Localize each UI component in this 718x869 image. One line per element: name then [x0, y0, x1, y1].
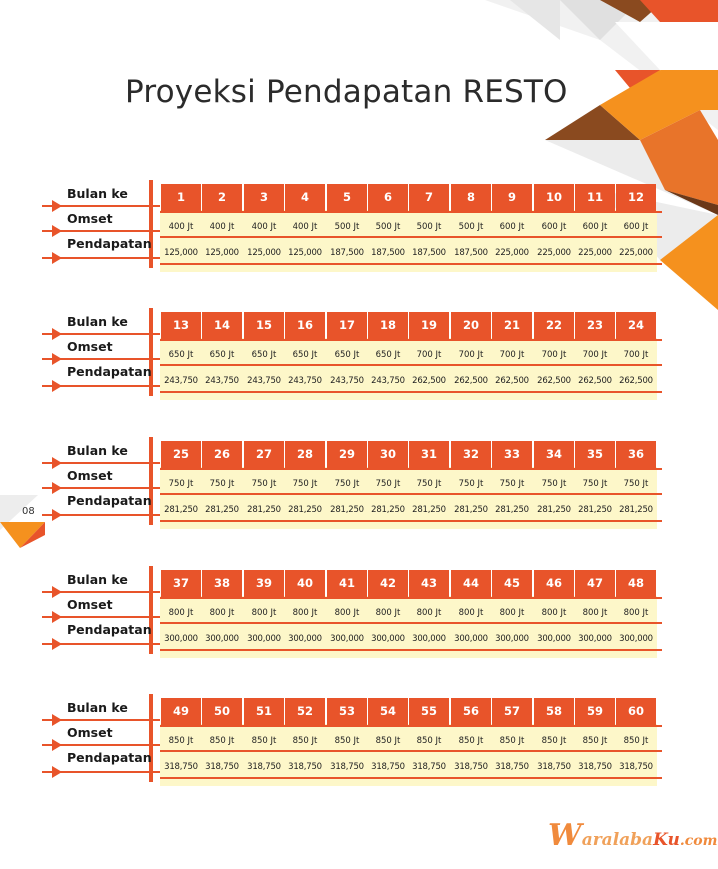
- pendapatan-cell: 281,250: [619, 505, 653, 515]
- label-bulan-ke: Bulan ke: [67, 186, 128, 201]
- row-line: [160, 263, 662, 265]
- pendapatan-cell: 262,500: [454, 376, 488, 386]
- omset-cell: 800 Jt: [334, 608, 360, 618]
- pendapatan-cell: 281,250: [288, 505, 322, 515]
- omset-cell: 700 Jt: [458, 350, 484, 360]
- month-cell: 55: [409, 698, 449, 725]
- omset-cell: 850 Jt: [168, 736, 194, 746]
- pendapatan-cell: 281,250: [247, 505, 281, 515]
- pendapatan-cell: 281,250: [454, 505, 488, 515]
- pendapatan-cell: 318,750: [288, 762, 322, 772]
- month-cell: 33: [492, 441, 532, 468]
- pendapatan-cell: 187,500: [454, 248, 488, 258]
- omset-cell: 700 Jt: [416, 350, 442, 360]
- label-pendapatan: Pendapatan: [67, 364, 152, 379]
- label-omset: Omset: [67, 597, 113, 612]
- omset-cell: 800 Jt: [375, 608, 401, 618]
- pendapatan-cell: 281,250: [164, 505, 198, 515]
- logo-ku: Ku: [653, 830, 680, 850]
- omset-cell: 800 Jt: [416, 608, 442, 618]
- pendapatan-cell: 300,000: [537, 634, 571, 644]
- arrow-marker: [52, 252, 62, 264]
- omset-cell: 600 Jt: [541, 222, 567, 232]
- projection-block: [0, 566, 718, 666]
- pendapatan-cell: 125,000: [205, 248, 239, 258]
- omset-cell: 750 Jt: [251, 479, 277, 489]
- pendapatan-cell: 300,000: [247, 634, 281, 644]
- pendapatan-cell: 318,750: [537, 762, 571, 772]
- pendapatan-cell: 281,250: [537, 505, 571, 515]
- divider-bar: [149, 308, 153, 396]
- month-cell: 15: [244, 312, 284, 339]
- label-omset: Omset: [67, 339, 113, 354]
- omset-cell: 850 Jt: [458, 736, 484, 746]
- month-cell: 31: [409, 441, 449, 468]
- omset-cell: 750 Jt: [416, 479, 442, 489]
- pendapatan-cell: 125,000: [247, 248, 281, 258]
- pendapatan-cell: 318,750: [619, 762, 653, 772]
- month-cell: 18: [368, 312, 408, 339]
- omset-cell: 750 Jt: [499, 479, 525, 489]
- pendapatan-cell: 300,000: [454, 634, 488, 644]
- projection-block: [0, 180, 718, 280]
- omset-cell: 700 Jt: [582, 350, 608, 360]
- omset-cell: 850 Jt: [334, 736, 360, 746]
- divider-bar: [149, 437, 153, 525]
- month-cell: 35: [575, 441, 615, 468]
- row-line: [160, 649, 662, 651]
- pendapatan-cell: 187,500: [371, 248, 405, 258]
- arrow-marker: [52, 714, 62, 726]
- arrow-marker: [52, 353, 62, 365]
- pendapatan-cell: 187,500: [330, 248, 364, 258]
- pendapatan-cell: 281,250: [412, 505, 446, 515]
- month-cell: 26: [202, 441, 242, 468]
- month-cell: 3: [244, 184, 284, 211]
- month-cell: 37: [161, 570, 201, 597]
- omset-cell: 800 Jt: [292, 608, 318, 618]
- row-line: [160, 364, 662, 366]
- omset-cell: 800 Jt: [458, 608, 484, 618]
- month-cell: 9: [492, 184, 532, 211]
- omset-cell: 850 Jt: [292, 736, 318, 746]
- omset-cell: 800 Jt: [251, 608, 277, 618]
- omset-cell: 850 Jt: [499, 736, 525, 746]
- logo-w: W: [548, 818, 582, 853]
- month-cell: 56: [451, 698, 491, 725]
- omset-cell: 400 Jt: [292, 222, 318, 232]
- month-cell: 54: [368, 698, 408, 725]
- pendapatan-cell: 225,000: [537, 248, 571, 258]
- month-cell: 14: [202, 312, 242, 339]
- label-pendapatan: Pendapatan: [67, 236, 152, 251]
- month-cell: 4: [285, 184, 325, 211]
- label-omset: Omset: [67, 725, 113, 740]
- omset-cell: 600 Jt: [582, 222, 608, 232]
- omset-cell: 500 Jt: [375, 222, 401, 232]
- pendapatan-cell: 300,000: [205, 634, 239, 644]
- month-cell: 21: [492, 312, 532, 339]
- pendapatan-cell: 300,000: [578, 634, 612, 644]
- divider-bar: [149, 694, 153, 782]
- month-cell: 32: [451, 441, 491, 468]
- month-cell: 60: [616, 698, 656, 725]
- row-line: [160, 750, 662, 752]
- pendapatan-cell: 300,000: [288, 634, 322, 644]
- pendapatan-cell: 318,750: [330, 762, 364, 772]
- omset-cell: 850 Jt: [375, 736, 401, 746]
- month-cell: 49: [161, 698, 201, 725]
- month-cell: 34: [534, 441, 574, 468]
- pendapatan-cell: 225,000: [495, 248, 529, 258]
- row-line: [160, 622, 662, 624]
- omset-cell: 750 Jt: [541, 479, 567, 489]
- arrow-marker: [52, 328, 62, 340]
- pendapatan-cell: 318,750: [578, 762, 612, 772]
- month-cell: 2: [202, 184, 242, 211]
- omset-cell: 800 Jt: [582, 608, 608, 618]
- label-bulan-ke: Bulan ke: [67, 572, 128, 587]
- month-cell: 59: [575, 698, 615, 725]
- omset-cell: 500 Jt: [458, 222, 484, 232]
- pendapatan-cell: 125,000: [288, 248, 322, 258]
- row-line: [160, 493, 662, 495]
- label-pendapatan: Pendapatan: [67, 622, 152, 637]
- month-cell: 22: [534, 312, 574, 339]
- month-cell: 6: [368, 184, 408, 211]
- omset-cell: 800 Jt: [168, 608, 194, 618]
- projection-block: [0, 308, 718, 408]
- arrow-marker: [52, 611, 62, 623]
- month-cell: 52: [285, 698, 325, 725]
- omset-cell: 400 Jt: [251, 222, 277, 232]
- row-line: [160, 597, 662, 599]
- pendapatan-cell: 262,500: [619, 376, 653, 386]
- pendapatan-cell: 300,000: [495, 634, 529, 644]
- month-cell: 45: [492, 570, 532, 597]
- arrow-marker: [52, 225, 62, 237]
- omset-cell: 500 Jt: [416, 222, 442, 232]
- month-cell: 24: [616, 312, 656, 339]
- omset-cell: 700 Jt: [623, 350, 649, 360]
- page-number: 08: [22, 506, 35, 517]
- pendapatan-cell: 318,750: [247, 762, 281, 772]
- month-cell: 41: [327, 570, 367, 597]
- month-cell: 17: [327, 312, 367, 339]
- omset-cell: 850 Jt: [582, 736, 608, 746]
- omset-cell: 650 Jt: [168, 350, 194, 360]
- divider-bar: [149, 566, 153, 654]
- pendapatan-cell: 281,250: [330, 505, 364, 515]
- arrow-marker: [52, 200, 62, 212]
- label-pendapatan: Pendapatan: [67, 750, 152, 765]
- label-bulan-ke: Bulan ke: [67, 700, 128, 715]
- omset-cell: 700 Jt: [541, 350, 567, 360]
- month-cell: 39: [244, 570, 284, 597]
- pendapatan-cell: 318,750: [371, 762, 405, 772]
- omset-cell: 850 Jt: [209, 736, 235, 746]
- omset-cell: 800 Jt: [623, 608, 649, 618]
- month-cell: 53: [327, 698, 367, 725]
- arrow-marker: [52, 586, 62, 598]
- label-bulan-ke: Bulan ke: [67, 314, 128, 329]
- pendapatan-cell: 318,750: [205, 762, 239, 772]
- month-cell: 58: [534, 698, 574, 725]
- pendapatan-cell: 225,000: [619, 248, 653, 258]
- month-cell: 28: [285, 441, 325, 468]
- projection-block: [0, 437, 718, 537]
- omset-cell: 650 Jt: [209, 350, 235, 360]
- row-line: [160, 468, 662, 470]
- omset-cell: 850 Jt: [623, 736, 649, 746]
- month-cell: 57: [492, 698, 532, 725]
- divider-bar: [149, 180, 153, 268]
- month-cell: 43: [409, 570, 449, 597]
- pendapatan-cell: 243,750: [371, 376, 405, 386]
- pendapatan-cell: 318,750: [454, 762, 488, 772]
- month-cell: 38: [202, 570, 242, 597]
- pendapatan-cell: 281,250: [578, 505, 612, 515]
- arrow-marker: [52, 766, 62, 778]
- pendapatan-cell: 281,250: [371, 505, 405, 515]
- pendapatan-cell: 243,750: [247, 376, 281, 386]
- omset-cell: 700 Jt: [499, 350, 525, 360]
- omset-cell: 750 Jt: [375, 479, 401, 489]
- omset-cell: 850 Jt: [251, 736, 277, 746]
- omset-cell: 800 Jt: [209, 608, 235, 618]
- row-line: [160, 520, 662, 522]
- month-cell: 16: [285, 312, 325, 339]
- arrow-marker: [52, 482, 62, 494]
- omset-cell: 400 Jt: [209, 222, 235, 232]
- month-cell: 40: [285, 570, 325, 597]
- pendapatan-cell: 281,250: [495, 505, 529, 515]
- month-cell: 7: [409, 184, 449, 211]
- arrow-marker: [52, 457, 62, 469]
- row-line: [160, 725, 662, 727]
- arrow-marker: [52, 380, 62, 392]
- omset-cell: 650 Jt: [251, 350, 277, 360]
- omset-cell: 600 Jt: [499, 222, 525, 232]
- pendapatan-cell: 300,000: [412, 634, 446, 644]
- arrow-marker: [52, 509, 62, 521]
- projection-block: [0, 694, 718, 794]
- omset-cell: 600 Jt: [623, 222, 649, 232]
- month-cell: 51: [244, 698, 284, 725]
- omset-cell: 400 Jt: [168, 222, 194, 232]
- month-cell: 1: [161, 184, 201, 211]
- month-cell: 46: [534, 570, 574, 597]
- arrow-marker: [52, 638, 62, 650]
- month-cell: 25: [161, 441, 201, 468]
- pendapatan-cell: 300,000: [371, 634, 405, 644]
- row-line: [160, 211, 662, 213]
- month-cell: 19: [409, 312, 449, 339]
- pendapatan-cell: 281,250: [205, 505, 239, 515]
- pendapatan-cell: 187,500: [412, 248, 446, 258]
- arrow-marker: [52, 739, 62, 751]
- pendapatan-cell: 262,500: [537, 376, 571, 386]
- logo-com: .com: [679, 833, 718, 849]
- month-cell: 5: [327, 184, 367, 211]
- label-omset: Omset: [67, 468, 113, 483]
- logo-text: aralaba: [581, 830, 654, 850]
- month-cell: 10: [534, 184, 574, 211]
- page-title: Proyeksi Pendapatan RESTO: [125, 74, 568, 110]
- omset-cell: 500 Jt: [334, 222, 360, 232]
- month-cell: 47: [575, 570, 615, 597]
- omset-cell: 650 Jt: [375, 350, 401, 360]
- label-omset: Omset: [67, 211, 113, 226]
- omset-cell: 800 Jt: [499, 608, 525, 618]
- month-cell: 44: [451, 570, 491, 597]
- month-cell: 20: [451, 312, 491, 339]
- omset-cell: 750 Jt: [334, 479, 360, 489]
- pendapatan-cell: 300,000: [164, 634, 198, 644]
- omset-cell: 850 Jt: [541, 736, 567, 746]
- pendapatan-cell: 318,750: [412, 762, 446, 772]
- omset-cell: 750 Jt: [168, 479, 194, 489]
- month-cell: 29: [327, 441, 367, 468]
- pendapatan-cell: 300,000: [619, 634, 653, 644]
- month-cell: 30: [368, 441, 408, 468]
- omset-cell: 750 Jt: [458, 479, 484, 489]
- pendapatan-cell: 125,000: [164, 248, 198, 258]
- omset-cell: 650 Jt: [292, 350, 318, 360]
- month-cell: 48: [616, 570, 656, 597]
- omset-cell: 850 Jt: [416, 736, 442, 746]
- pendapatan-cell: 262,500: [578, 376, 612, 386]
- month-cell: 23: [575, 312, 615, 339]
- row-line: [160, 339, 662, 341]
- pendapatan-cell: 243,750: [164, 376, 198, 386]
- omset-cell: 750 Jt: [582, 479, 608, 489]
- omset-cell: 750 Jt: [209, 479, 235, 489]
- month-cell: 36: [616, 441, 656, 468]
- month-cell: 11: [575, 184, 615, 211]
- month-cell: 27: [244, 441, 284, 468]
- pendapatan-cell: 243,750: [205, 376, 239, 386]
- pendapatan-cell: 243,750: [330, 376, 364, 386]
- pendapatan-cell: 318,750: [164, 762, 198, 772]
- month-cell: 50: [202, 698, 242, 725]
- pendapatan-cell: 300,000: [330, 634, 364, 644]
- label-pendapatan: Pendapatan: [67, 493, 152, 508]
- pendapatan-cell: 262,500: [495, 376, 529, 386]
- month-cell: 13: [161, 312, 201, 339]
- row-line: [160, 777, 662, 779]
- pendapatan-cell: 225,000: [578, 248, 612, 258]
- pendapatan-cell: 318,750: [495, 762, 529, 772]
- month-cell: 42: [368, 570, 408, 597]
- brand-logo: [548, 818, 717, 853]
- pendapatan-cell: 243,750: [288, 376, 322, 386]
- label-bulan-ke: Bulan ke: [67, 443, 128, 458]
- row-line: [160, 391, 662, 393]
- omset-cell: 750 Jt: [623, 479, 649, 489]
- row-line: [160, 236, 662, 238]
- omset-cell: 800 Jt: [541, 608, 567, 618]
- omset-cell: 750 Jt: [292, 479, 318, 489]
- pendapatan-cell: 262,500: [412, 376, 446, 386]
- month-cell: 8: [451, 184, 491, 211]
- month-cell: 12: [616, 184, 656, 211]
- omset-cell: 650 Jt: [334, 350, 360, 360]
